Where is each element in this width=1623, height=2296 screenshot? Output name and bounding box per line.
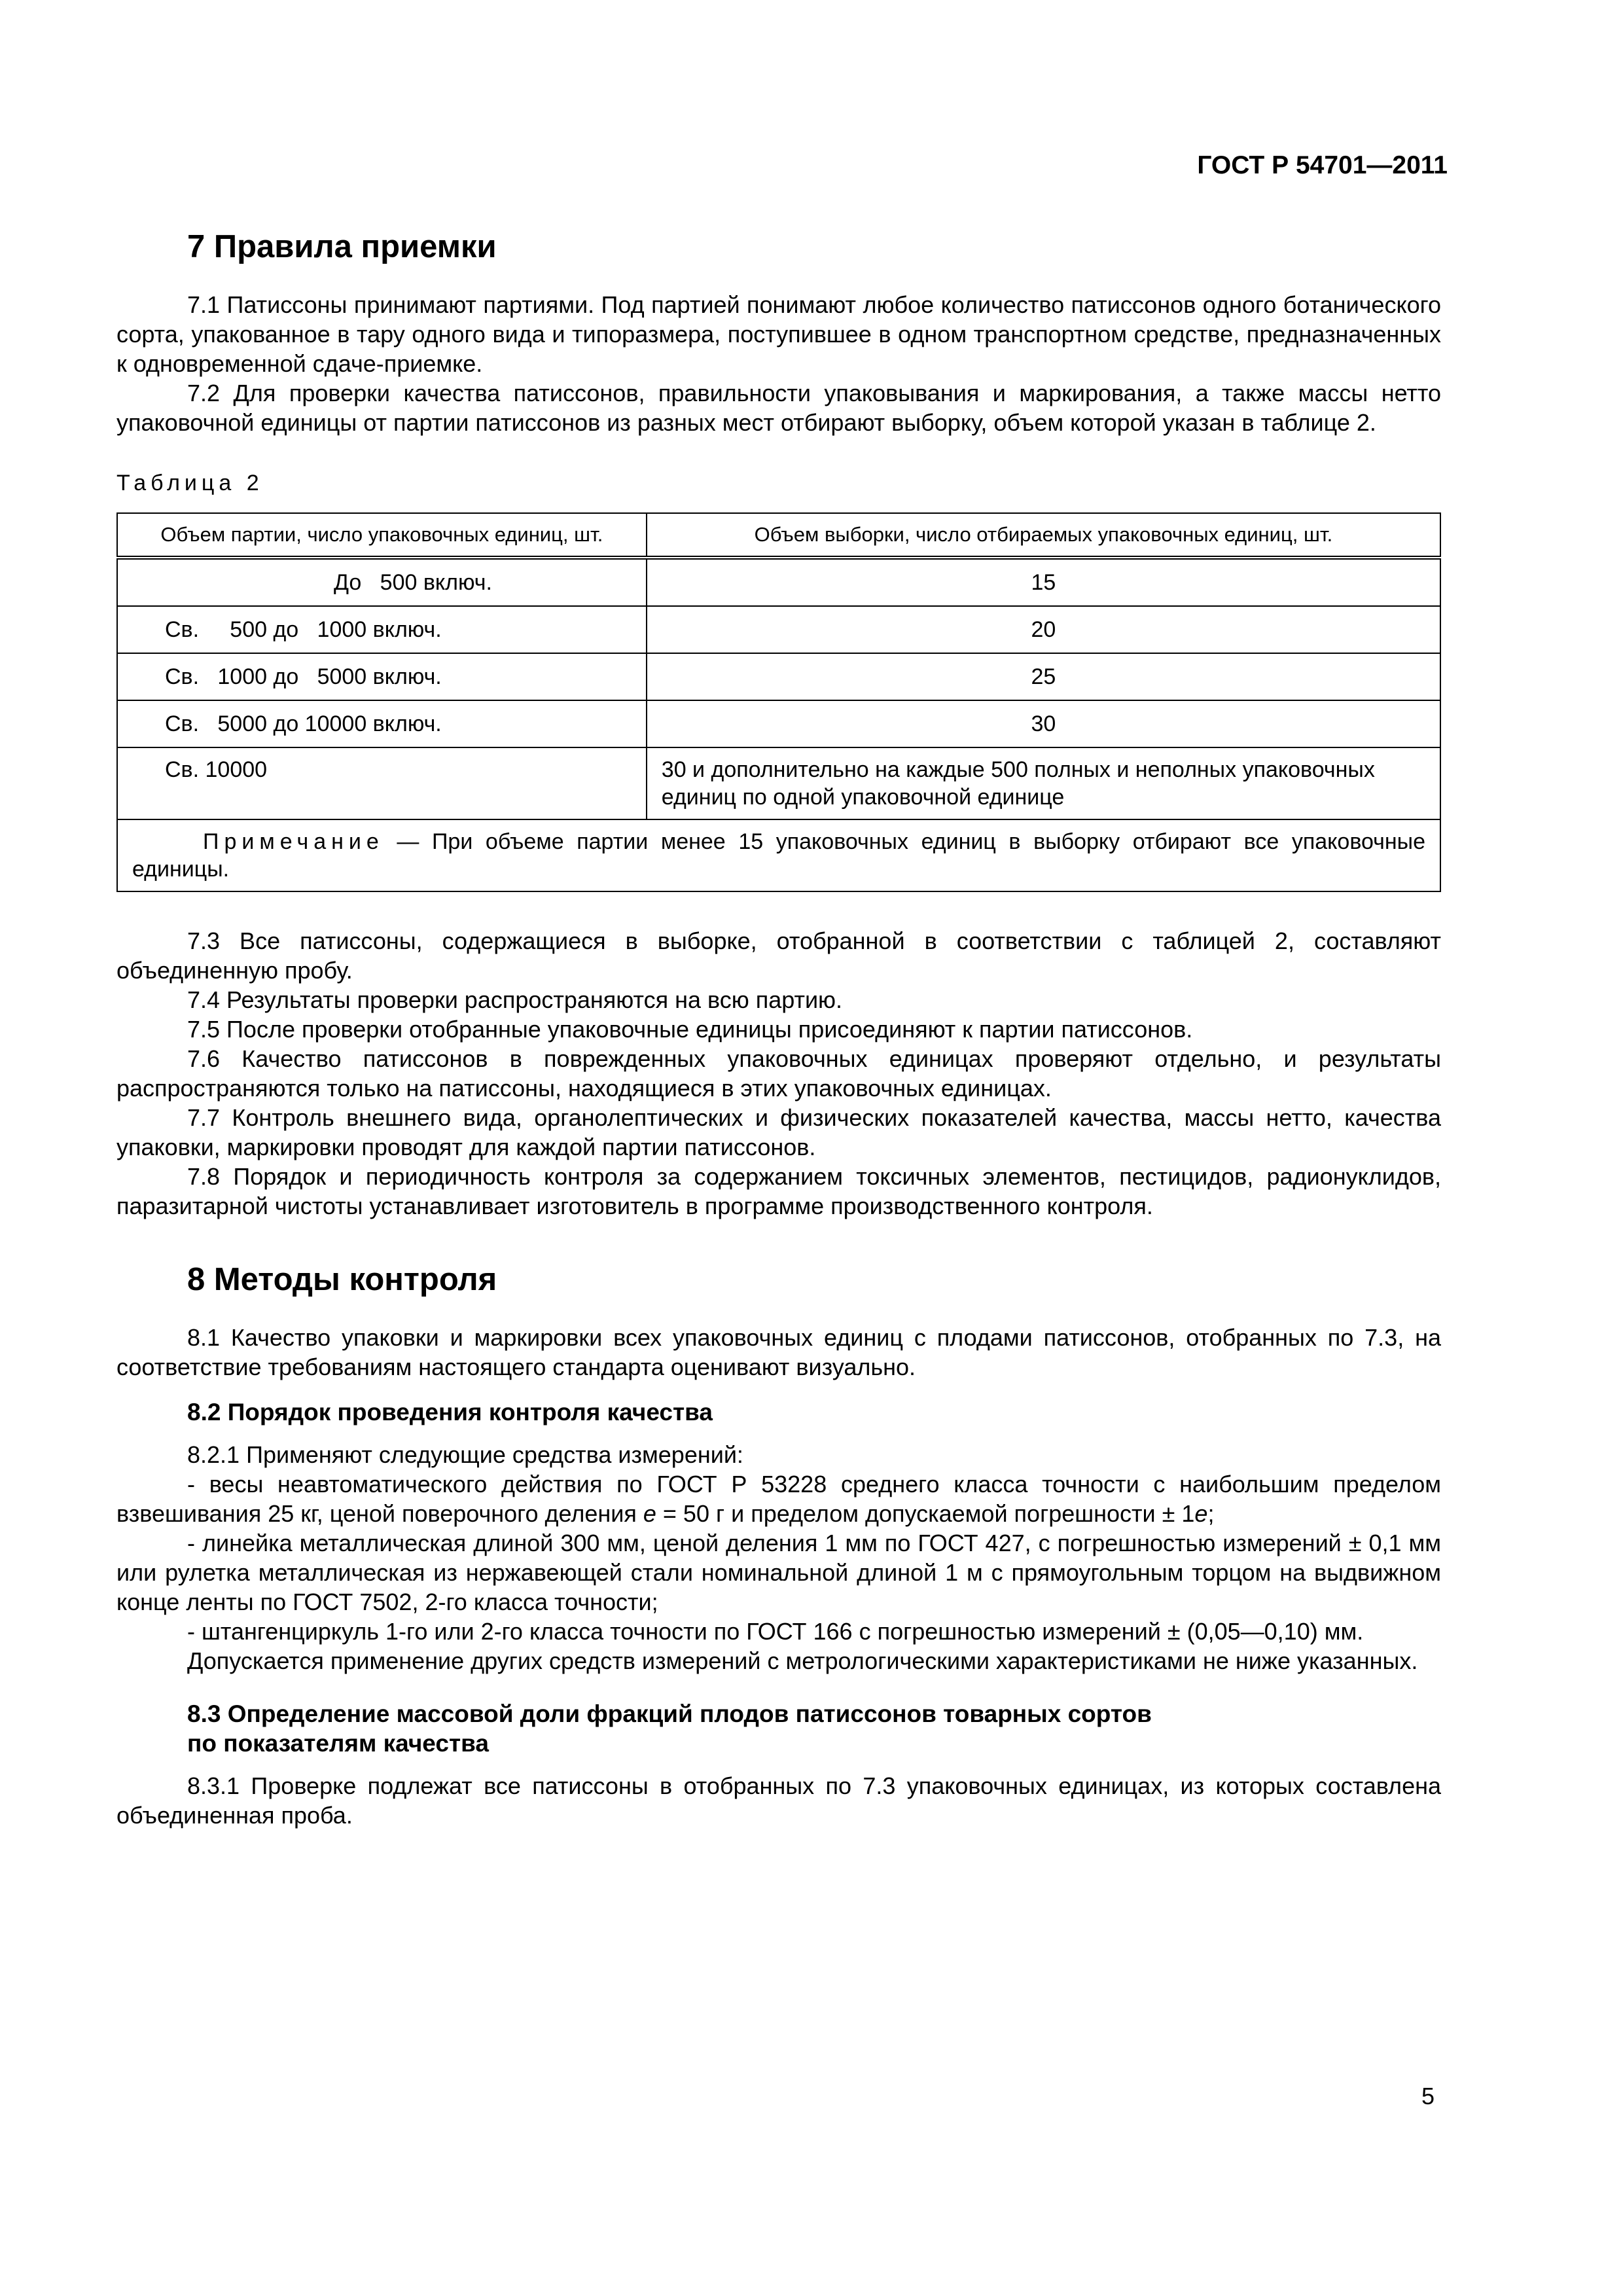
lot-volume-cell: Св. 500 до 1000 включ.	[117, 606, 647, 653]
sample-volume-cell: 15	[647, 558, 1440, 606]
table-note	[117, 819, 1440, 891]
lot-volume-cell: Св. 5000 до 10000 включ.	[117, 700, 647, 747]
table-row	[117, 747, 1440, 819]
paragraph-7-8: 7.8 Порядок и периодичность контроля за содержанием токсичных элементов, пестицидов, радионуклидов, паразитарной чистоты устанавливает изготовитель в программе производственного контроля.	[116, 1163, 1441, 1219]
sample-volume-cell: 30 и дополнительно на каждые 500 полных и неполных упаковочных единиц по одной упаковочной единице	[647, 747, 1440, 819]
column-header-lot-volume: Объем партии, число упаковочных единиц, шт.	[117, 513, 647, 558]
table-2-caption: Таблица 2	[116, 471, 264, 495]
table-note-row	[117, 819, 1440, 891]
page-content	[116, 219, 1441, 1830]
document-id: ГОСТ Р 54701—2011	[1197, 151, 1448, 179]
paragraph-7-6: 7.6 Качество патиссонов в поврежденных упаковочных единицах проверяют отдельно, и результаты распространяются только на патиссоны, находящиеся в этих упаковочных единицах.	[116, 1045, 1441, 1102]
paragraph-7-3: 7.3 Все патиссоны, содержащиеся в выборке, отобранной в соответствии с таблицей 2, составляют объединенную пробу.	[116, 927, 1441, 984]
paragraph-8-3-1: 8.3.1 Проверке подлежат все патиссоны в отобранных по 7.3 упаковочных единицах, из которых составлена объединенная проба.	[116, 1772, 1441, 1829]
paragraph-7-1: 7.1 Патиссоны принимают партиями. Под партией понимают любое количество патиссонов одного ботанического сорта, упакованное в тару одного вида и типоразмера, поступившее в одном транспортном средстве, предназначенных к одновременной сдаче-приемке.	[116, 291, 1441, 377]
table-row	[117, 606, 1440, 653]
lot-volume-cell: Св. 10000	[117, 747, 647, 819]
paragraph-8-1: 8.1 Качество упаковки и маркировки всех упаковочных единиц с плодами патиссонов, отобранных по 7.3, на соответствие требованиям настоящего стандарта оценивают визуально.	[116, 1324, 1441, 1380]
sample-volume-cell: 20	[647, 606, 1440, 653]
sample-volume-cell: 25	[647, 653, 1440, 700]
list-item-caliper: - штангенциркуль 1-го или 2-го класса точности по ГОСТ 166 с погрешностью измерений ± (0,05—0,10) мм.	[187, 1618, 1364, 1645]
table-2	[116, 512, 1441, 892]
paragraph-7-2: 7.2 Для проверки качества патиссонов, правильности упаковывания и маркирования, а также массы нетто упаковочной единицы от партии патиссонов из разных мест отбирают выборку, объем которой указан в таблице 2.	[116, 380, 1441, 436]
table-row	[117, 558, 1440, 606]
page-number: 5	[1421, 2083, 1435, 2109]
lot-volume-cell: Св. 1000 до 5000 включ.	[117, 653, 647, 700]
paragraph-7-5: 7.5 После проверки отобранные упаковочные единицы присоединяют к партии патиссонов.	[187, 1016, 1193, 1043]
section-7-heading: 7 Правила приемки	[187, 229, 497, 264]
paragraph-7-4: 7.4 Результаты проверки распространяются на всю партию.	[187, 986, 843, 1013]
note-text: — При объеме партии менее 15 упаковочных единиц в выборку отбирают все упаковочные единицы.	[132, 829, 1425, 882]
list-item-scales: - весы неавтоматического действия по ГОСТ Р 53228 среднего класса точности с наибольшим пределом взвешивания 25 кг, ценой поверочного деления e = 50 г и пределом допускаемой погрешности ± 1e;	[116, 1471, 1441, 1527]
table-row	[117, 700, 1440, 747]
section-8-heading: 8 Методы контроля	[187, 1262, 497, 1297]
paragraph-7-7: 7.7 Контроль внешнего вида, органолептических и физических показателей качества, массы нетто, качества упаковки, маркировки проводят для каждой партии патиссонов.	[116, 1104, 1441, 1160]
subsection-8-2-heading: 8.2 Порядок проведения контроля качества	[187, 1399, 713, 1426]
subsection-8-3-heading: 8.3 Определение массовой доли фракций плодов патиссонов товарных сортов по показателям качества	[187, 1700, 1152, 1757]
table-row	[117, 653, 1440, 700]
list-item-ruler: - линейка металлическая длиной 300 мм, ценой деления 1 мм по ГОСТ 427, с погрешностью измерений ± 0,1 мм или рулетка металлическая из нержавеющей стали номинальной длиной 1 м с прямоугольным торцом на выдвижном конце ленты по ГОСТ 7502, 2-го класса точности;	[116, 1530, 1441, 1615]
paragraph-allowed-instruments: Допускается применение других средств измерений с метрологическими характеристиками не ниже указанных.	[187, 1647, 1418, 1674]
paragraph-8-2-1: 8.2.1 Применяют следующие средства измерений:	[187, 1441, 743, 1468]
table-header-row	[117, 513, 1440, 558]
note-label: Примечание	[203, 829, 384, 854]
lot-volume-cell: До 500 включ.	[117, 558, 647, 606]
sample-volume-cell: 30	[647, 700, 1440, 747]
column-header-sample-volume: Объем выборки, число отбираемых упаковочных единиц, шт.	[647, 513, 1440, 558]
